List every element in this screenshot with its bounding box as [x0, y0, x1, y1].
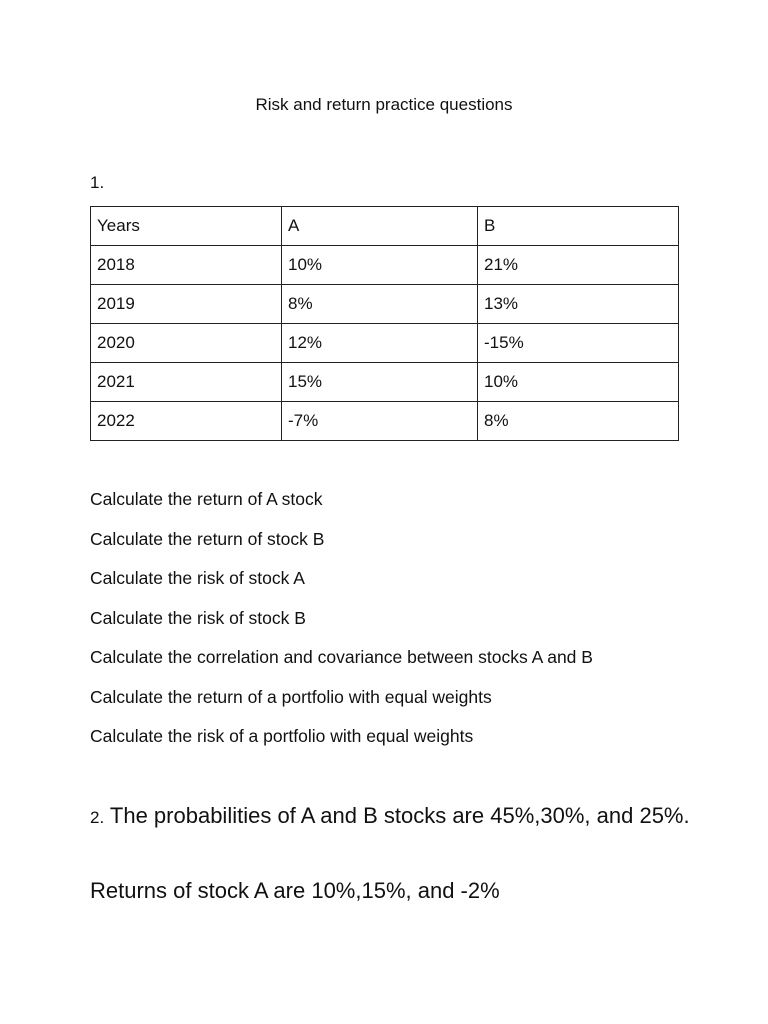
table-cell: -15%	[478, 324, 679, 363]
task-item: Calculate the risk of stock B	[90, 607, 306, 628]
table-header-row	[91, 207, 679, 246]
table-cell: 13%	[478, 285, 679, 324]
table-cell: -7%	[282, 402, 478, 441]
table-cell: 2019	[91, 285, 282, 324]
table-cell: 10%	[478, 363, 679, 402]
task-item: Calculate the return of a portfolio with equal weights	[90, 686, 492, 707]
question-1-number: 1.	[90, 173, 105, 192]
table-cell: 2020	[91, 324, 282, 363]
table-cell: 2022	[91, 402, 282, 441]
table-row	[91, 324, 679, 363]
table-cell: 21%	[478, 246, 679, 285]
question-2-text: The probabilities of A and B stocks are 45%,30%, and 25%.	[109, 803, 690, 828]
table-cell: 2018	[91, 246, 282, 285]
question-2-number: 2.	[90, 808, 105, 827]
header-b: B	[478, 207, 679, 246]
task-list	[90, 487, 593, 764]
table-row	[91, 285, 679, 324]
table-cell: 15%	[282, 363, 478, 402]
header-a: A	[282, 207, 478, 246]
table-cell: 8%	[282, 285, 478, 324]
table-cell: 10%	[282, 246, 478, 285]
task-item: Calculate the risk of a portfolio with equal weights	[90, 726, 474, 746]
table-row	[91, 363, 679, 402]
task-item: Calculate the return of stock B	[90, 528, 325, 549]
table-row	[91, 402, 679, 441]
table-row	[91, 246, 679, 285]
table-cell: 2021	[91, 363, 282, 402]
header-years: Years	[91, 207, 282, 246]
question-2-returns-a: Returns of stock A are 10%,15%, and -2%	[90, 878, 500, 903]
task-item: Calculate the risk of stock A	[90, 568, 305, 588]
task-item: Calculate the correlation and covariance between stocks A and B	[90, 647, 593, 667]
returns-table	[90, 206, 679, 441]
table-cell: 8%	[478, 402, 679, 441]
document-title: Risk and return practice questions	[255, 95, 513, 114]
question-2-text-block	[90, 799, 690, 835]
table-cell: 12%	[282, 324, 478, 363]
task-item: Calculate the return of A stock	[90, 489, 323, 509]
